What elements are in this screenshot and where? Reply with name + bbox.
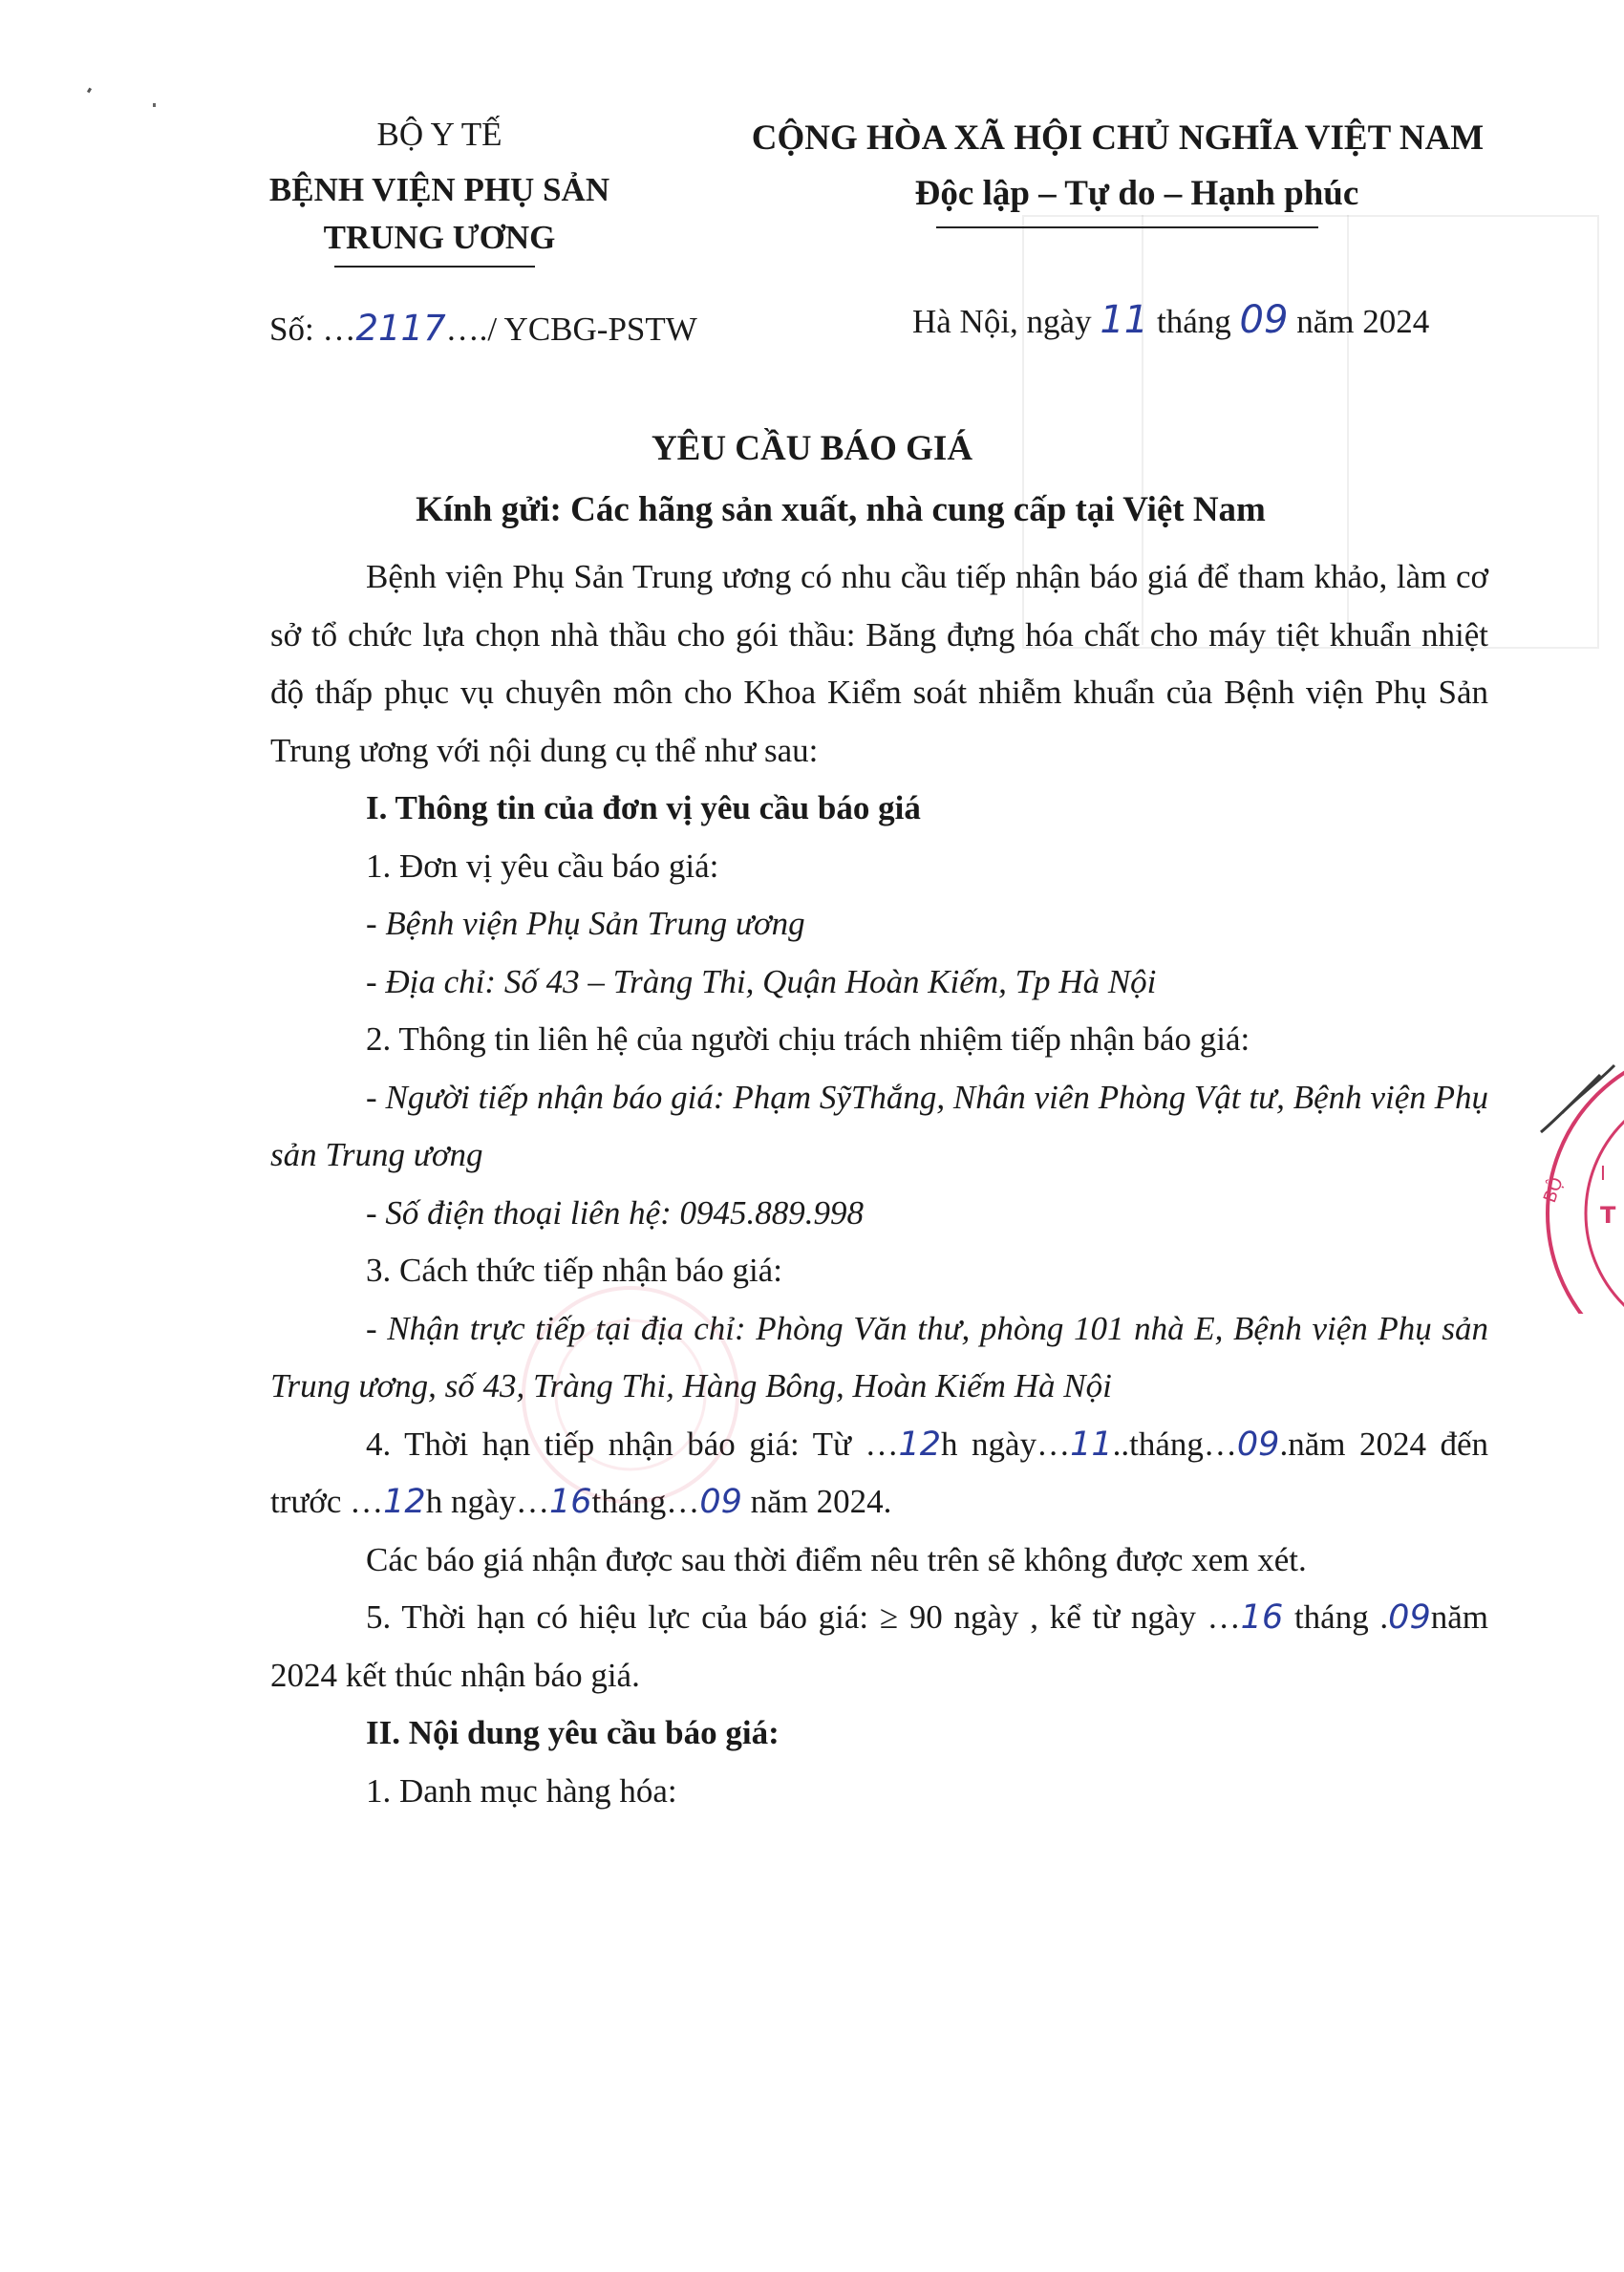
- month-from-handwritten: 09: [1236, 1425, 1280, 1464]
- faint-stamp-ghost: [516, 1280, 745, 1510]
- ministry-name: BỘ Y TẾ: [376, 116, 502, 153]
- doc-number-dots: …: [322, 311, 356, 348]
- recipient-line: Kính gửi: Các hãng sản xuất, nhà cung cấp tại Việt Nam: [416, 490, 1266, 529]
- doc-number-suffix: YCBG-PSTW: [497, 311, 697, 348]
- national-motto: Độc lập – Tự do – Hạnh phúc: [914, 174, 1359, 213]
- national-header: [736, 111, 1500, 222]
- section1-item4: [270, 1416, 1488, 1532]
- section2-item1: 1. Danh mục hàng hóa:: [366, 1771, 677, 1810]
- official-stamp-fragment: [1533, 1037, 1624, 1314]
- item4-text-6: tháng…: [591, 1483, 700, 1520]
- item4-text-5: h ngày…: [425, 1483, 549, 1520]
- hour-from-handwritten: 12: [898, 1425, 942, 1464]
- contact-person: - Người tiếp nhận báo giá: Phạm SỹThắng, Nhân viên Phòng Vật tư, Bệnh viện Phụ sản Trung ương: [270, 1078, 1488, 1173]
- item5-text-1: 5. Thời hạn có hiệu lực của báo giá: ≥ 90 ngày , kể từ ngày …: [366, 1598, 1241, 1636]
- date-month-handwritten: 09: [1239, 298, 1289, 342]
- item4-text-3: ..tháng…: [1112, 1425, 1237, 1463]
- document-title: YÊU CẦU BÁO GIÁ: [651, 429, 973, 468]
- validity-day-handwritten: 16: [1240, 1598, 1284, 1637]
- section2-heading: II. Nội dung yêu cầu báo giá:: [366, 1714, 780, 1751]
- day-from-handwritten: 11: [1070, 1425, 1113, 1464]
- hospital-name-line2: TRUNG ƯƠNG: [323, 219, 556, 256]
- date-month-label: tháng: [1148, 303, 1240, 340]
- svg-text:T: T: [1600, 1202, 1616, 1229]
- intro-paragraph: Bệnh viện Phụ Sản Trung ương có nhu cầu tiếp nhận báo giá để tham khảo, làm cơ sở tổ chức lựa chọn nhà thầu cho gói thầu: Băng đựng hóa chất cho máy tiệt khuẩn nhiệt độ thấp phục vụ chuyên môn cho Khoa Kiểm soát nhiễm khuẩn của Bệnh viện Phụ Sản Trung ương với nội dung cụ thể như sau:: [270, 558, 1488, 769]
- section1-item2: 2. Thông tin liên hệ của người chịu trách nhiệm tiếp nhận báo giá:: [366, 1020, 1250, 1058]
- validity-month-handwritten: 09: [1388, 1598, 1431, 1637]
- contact-phone: - Số điện thoại liên hệ: 0945.889.998: [366, 1193, 865, 1232]
- section1-item5: [270, 1589, 1488, 1704]
- section1-item3: 3. Cách thức tiếp nhận báo giá:: [366, 1252, 782, 1289]
- doc-number-dots-after: …./: [445, 311, 498, 348]
- late-note: Các báo giá nhận được sau thời điểm nêu trên sẽ không được xem xét.: [366, 1540, 1307, 1578]
- section1-heading: I. Thông tin của đơn vị yêu cầu báo giá: [366, 789, 921, 826]
- document-body: [270, 548, 1488, 1820]
- unit-name: - Bệnh viện Phụ Sản Trung ương: [366, 905, 805, 942]
- section1-item1: 1. Đơn vị yêu cầu báo giá:: [366, 847, 719, 885]
- document-number: [269, 308, 697, 349]
- item5-text-2: tháng .: [1283, 1598, 1389, 1636]
- doc-number-handwritten: 2117: [355, 308, 446, 349]
- motto-underline: [936, 226, 1318, 228]
- svg-text:I: I: [1600, 1162, 1606, 1185]
- hospital-underline: [334, 266, 535, 268]
- item4-text-2: h ngày…: [941, 1425, 1071, 1463]
- doc-number-prefix: Số:: [269, 311, 323, 348]
- republic-name: CỘNG HÒA XÃ HỘI CHỦ NGHĨA VIỆT NAM: [751, 118, 1485, 158]
- unit-address: - Địa chỉ: Số 43 – Tràng Thi, Quận Hoàn Kiếm, Tp Hà Nội: [366, 962, 1157, 1000]
- item4-text-4: .năm 2024 đến trước …: [270, 1425, 1488, 1520]
- stamp-seal-icon: [1533, 1037, 1624, 1314]
- scan-speck: [87, 88, 92, 94]
- item5-text-3: năm 2024 kết thúc nhận báo giá.: [270, 1598, 1488, 1694]
- date-year: năm 2024: [1288, 303, 1430, 340]
- day-to-handwritten: 16: [549, 1483, 592, 1521]
- svg-text:BỘ: BỘ: [1539, 1174, 1568, 1206]
- issuer-block: [239, 111, 640, 262]
- scan-speck: [153, 103, 156, 107]
- date-day-handwritten: 11: [1100, 298, 1149, 342]
- month-to-handwritten: 09: [699, 1483, 742, 1521]
- receive-method: - Nhận trực tiếp tại địa chỉ: Phòng Văn thư, phòng 101 nhà E, Bệnh viện Phụ sản Trung ương, số 43, Tràng Thi, Hàng Bông, Hoàn Kiếm Hà Nội: [270, 1309, 1488, 1404]
- hour-to-handwritten: 12: [383, 1483, 426, 1521]
- date-place: Hà Nội, ngày: [912, 303, 1100, 340]
- hospital-name-line1: BỆNH VIỆN PHỤ SẢN: [268, 171, 610, 208]
- document-date: [912, 298, 1429, 342]
- item4-text-7: năm 2024.: [741, 1483, 892, 1520]
- item4-text-1: 4. Thời hạn tiếp nhận báo giá: Từ …: [366, 1425, 899, 1463]
